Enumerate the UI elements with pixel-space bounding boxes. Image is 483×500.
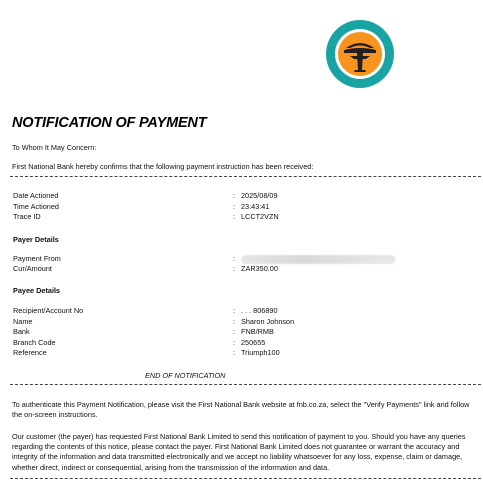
end-of-notification: END OF NOTIFICATION	[145, 371, 226, 380]
detail-label: Bank	[13, 327, 30, 336]
payer-heading: Payer Details	[13, 235, 59, 244]
greeting: To Whom It May Concern:	[12, 143, 97, 152]
authentication-text: To authenticate this Payment Notification, please visit the First National Bank website at fnb.co.za, select the "Verify Payments" link and follow the on-screen instructions.	[12, 400, 470, 420]
detail-label: Cur/Amount	[13, 264, 52, 273]
divider	[10, 384, 481, 385]
detail-label: Reference	[13, 348, 47, 357]
divider	[10, 176, 481, 177]
detail-value: 250655	[241, 338, 266, 347]
detail-label: Date Actioned	[13, 191, 59, 200]
detail-label: Payment From	[13, 254, 61, 263]
detail-label: Branch Code	[13, 338, 56, 347]
fnb-tree-logo-icon	[326, 20, 394, 88]
detail-label: Recipient/Account No	[13, 306, 84, 315]
detail-value: FNB/RMB	[241, 327, 274, 336]
confirmation-text: First National Bank hereby confirms that the following payment instruction has been received:	[12, 162, 314, 171]
payee-heading: Payee Details	[13, 286, 61, 295]
detail-label: Name	[13, 317, 33, 326]
page-title: NOTIFICATION OF PAYMENT	[12, 115, 207, 131]
detail-value: Sharon Johnson	[241, 317, 295, 326]
detail-value: ZAR350.00	[241, 264, 278, 273]
detail-value: 23:43:41	[241, 202, 270, 211]
redacted-value	[241, 255, 396, 264]
divider	[10, 478, 481, 479]
detail-value: . . . 806890	[241, 306, 278, 315]
detail-value: Triumph100	[241, 348, 280, 357]
disclaimer-text: Our customer (the payer) has requested First National Bank Limited to send this notification of payment to you. Should you have any queries regarding the contents of this notice, please contact the payer. First National Bank Limited does not guarantee or warrant the accuracy and integrity of the information and data transmitted electronically and we accept no liability whatsoever for any loss, expense, claim or damage, whether direct, indirect or consequential, arising from the transmission of the information and data.	[12, 432, 466, 472]
detail-label: Time Actioned	[13, 202, 59, 211]
detail-value: 2025/08/09	[241, 191, 278, 200]
detail-value: LCCT2VZN	[241, 212, 279, 221]
detail-label: Trace ID	[13, 212, 41, 221]
